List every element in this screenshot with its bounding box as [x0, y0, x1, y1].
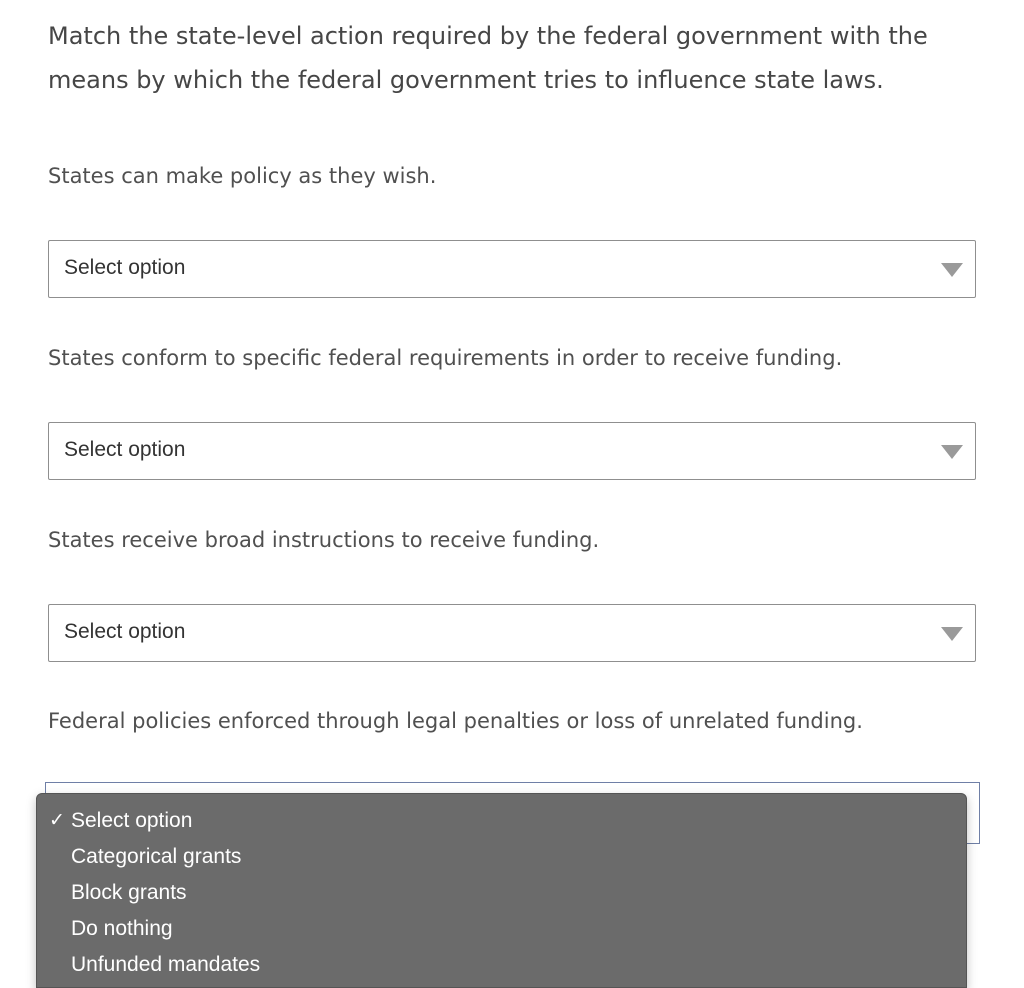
option-label: Do nothing	[71, 917, 173, 940]
question-text: Match the state-level action required by the federal government with the means by which the federal government tries to influence state laws.	[48, 22, 928, 94]
dropdown-option-select-option[interactable]	[37, 801, 966, 837]
chevron-down-icon	[941, 263, 963, 277]
chevron-down-icon	[941, 445, 963, 459]
dropdown-option-categorical-grants[interactable]	[37, 837, 966, 873]
prompt-3: States receive broad instructions to receive funding.	[48, 528, 600, 552]
option-label: Select option	[71, 809, 193, 832]
dropdown-option-block-grants[interactable]	[37, 873, 966, 909]
prompt-1: States can make policy as they wish.	[48, 164, 437, 188]
prompt-2: States conform to specific federal requirements in order to receive funding.	[48, 346, 843, 370]
select-3-value: Select option	[64, 620, 186, 643]
chevron-down-icon	[941, 627, 963, 641]
select-3[interactable]	[48, 604, 976, 662]
option-label: Categorical grants	[71, 845, 242, 868]
option-label: Block grants	[71, 881, 187, 904]
select-2-value: Select option	[64, 438, 186, 461]
select-1[interactable]	[48, 240, 976, 298]
select-2[interactable]	[48, 422, 976, 480]
dropdown-option-unfunded-mandates[interactable]	[37, 945, 966, 981]
checkmark-icon: ✓	[49, 810, 65, 831]
dropdown-option-do-nothing[interactable]	[37, 909, 966, 945]
prompt-4: Federal policies enforced through legal penalties or loss of unrelated funding.	[48, 709, 863, 733]
select-1-value: Select option	[64, 256, 186, 279]
option-label: Unfunded mandates	[71, 953, 261, 976]
dropdown-menu	[36, 793, 967, 988]
